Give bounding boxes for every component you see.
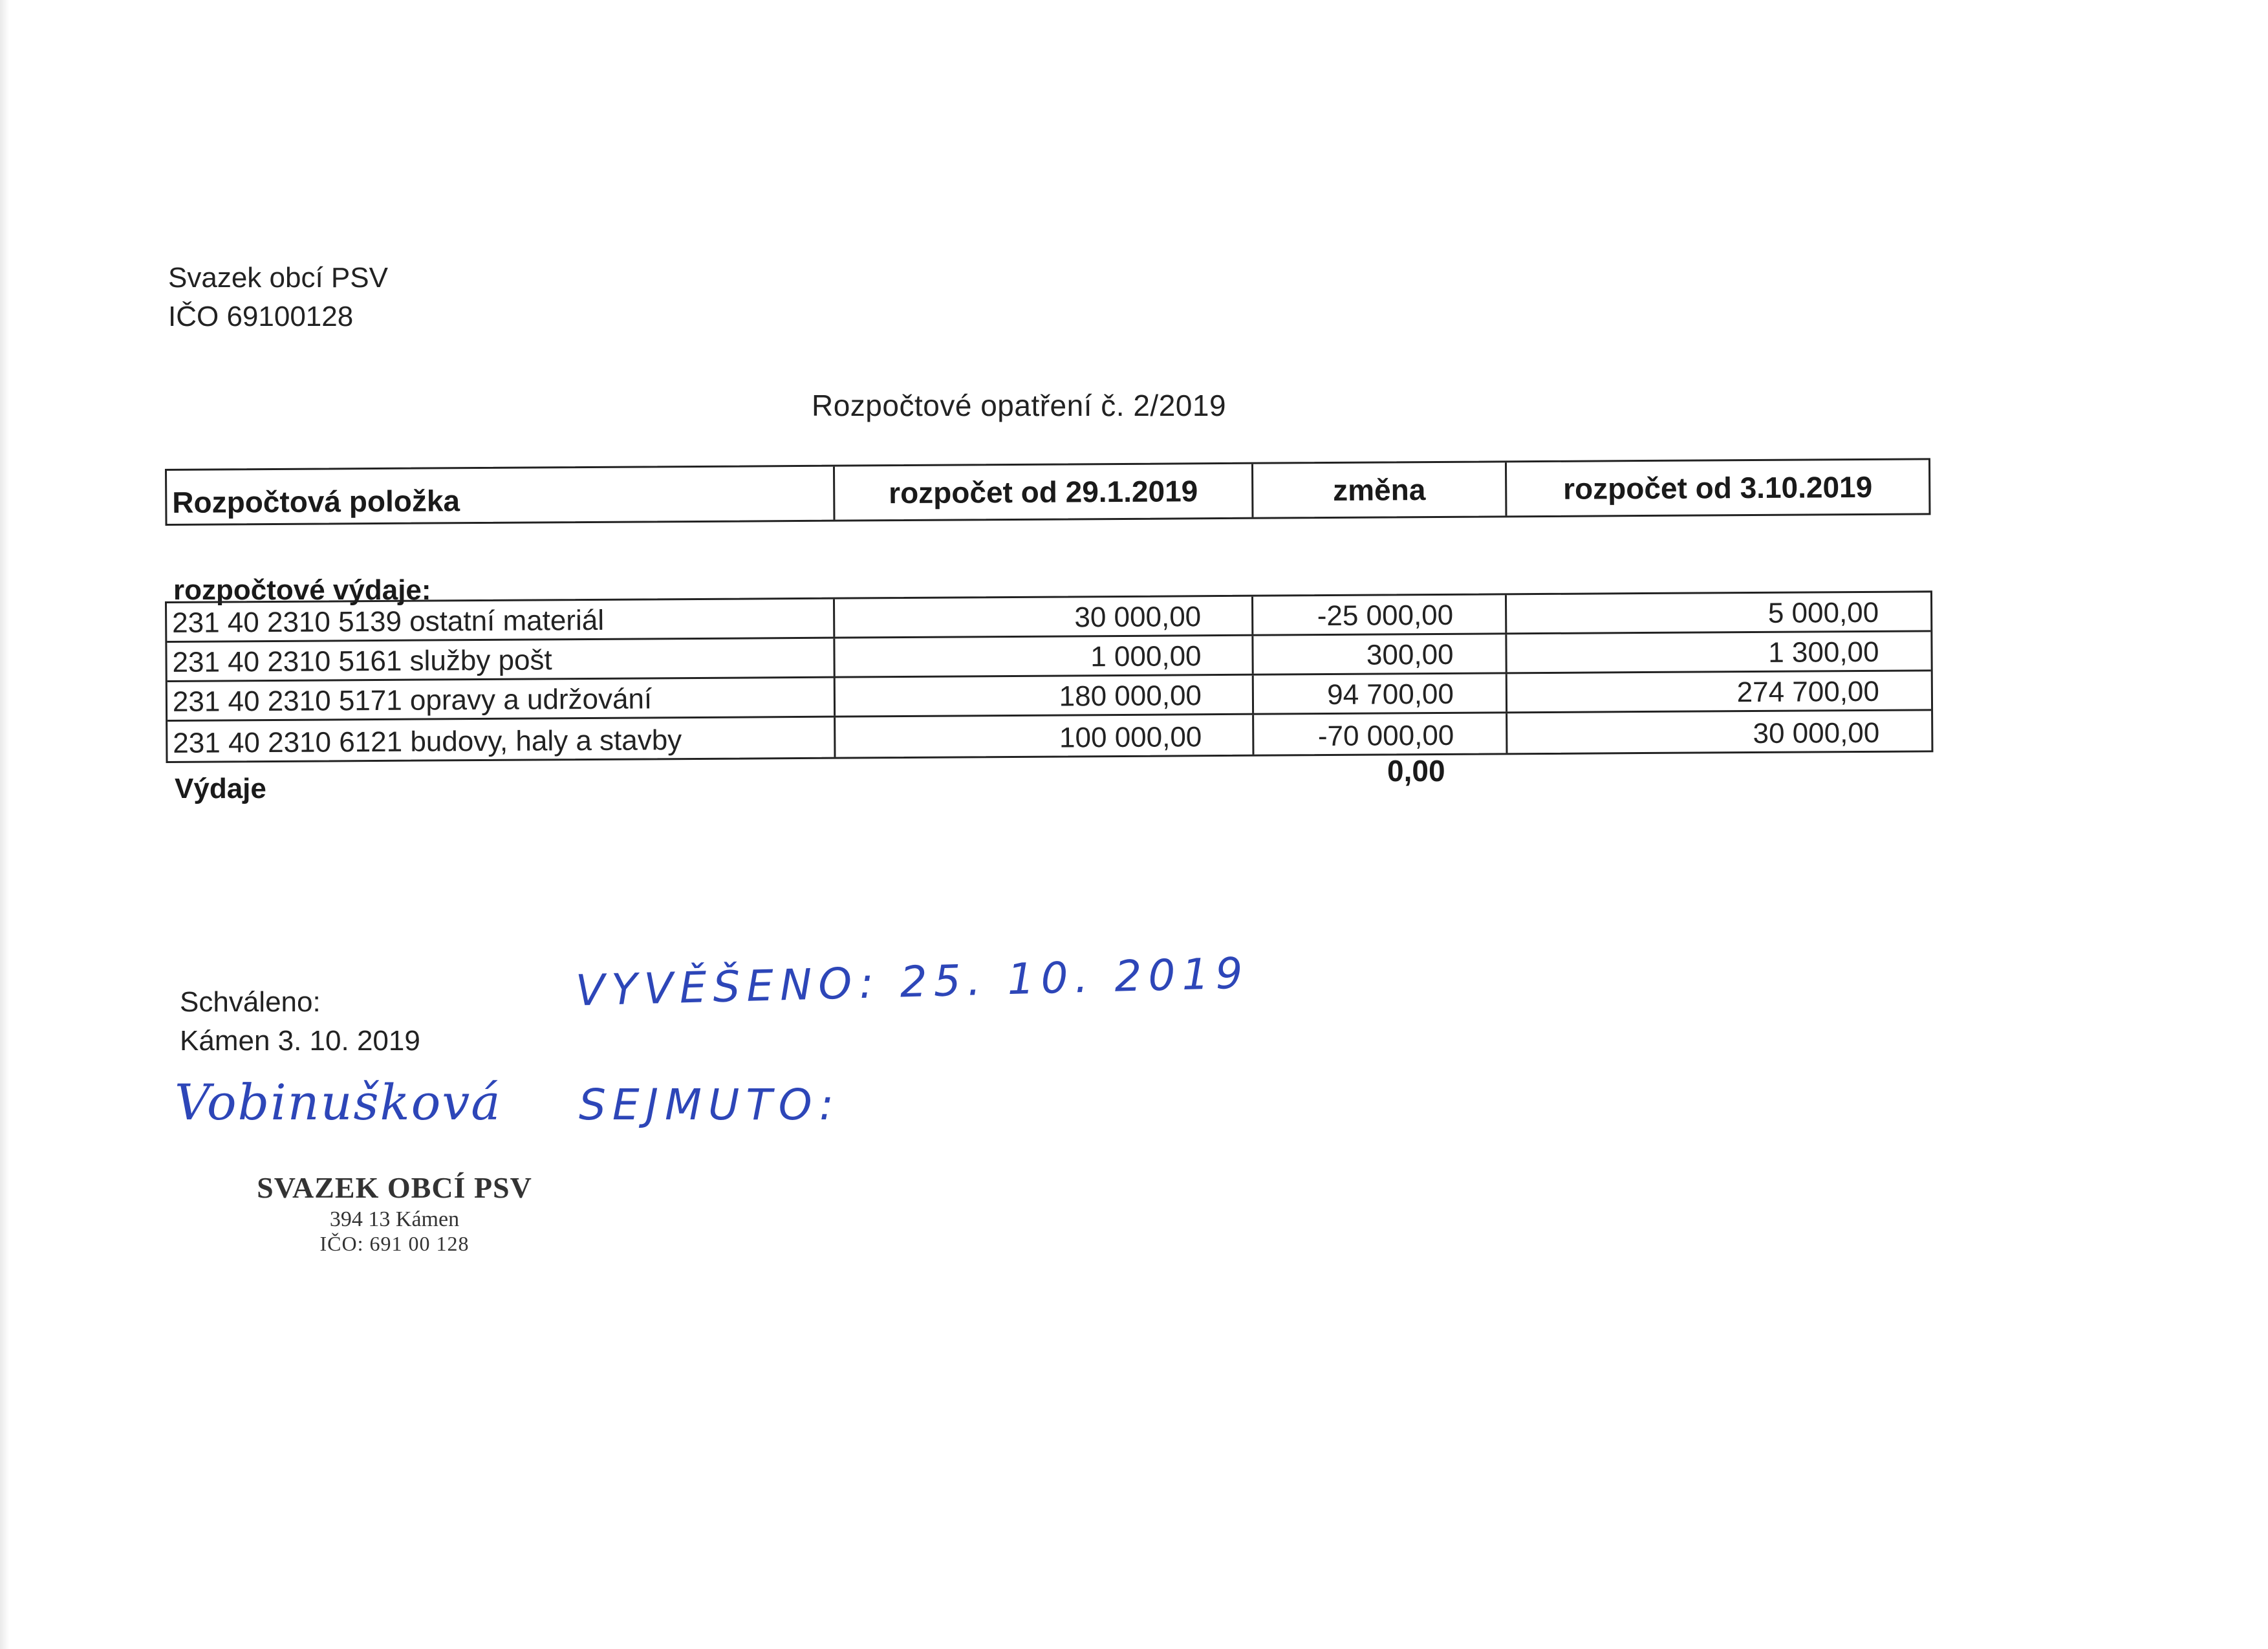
row-item: 231 40 2310 5161 služby pošt [167,639,835,680]
organization-ico: IČO 69100128 [168,301,354,332]
budget-table [165,590,1933,763]
handwritten-signature: Vobinušková [175,1073,502,1131]
row-after: 1 300,00 [1768,636,1879,669]
handwritten-removed: SEJMUTO: [579,1080,841,1130]
row-before: 100 000,00 [836,715,1254,757]
row-change: 300,00 [1253,634,1507,673]
row-item: 231 40 2310 5139 ostatní materiál [167,599,835,641]
header-budget-after: rozpočet od 3.10.2019 [1563,469,1873,506]
header-budget-before: rozpočet od 29.1.2019 [835,464,1253,520]
total-label: Výdaje [175,773,266,804]
handwritten-posted-date: VYVĚŠENO: 25. 10. 2019 [575,948,1250,1016]
row-change: -70 000,00 [1254,713,1507,754]
row-change: 94 700,00 [1254,674,1507,713]
stamp-line-1: SVAZEK OBCÍ PSV [257,1171,532,1204]
document-title: Rozpočtové opatření č. 2/2019 [812,389,1227,422]
stamp-line-2: 394 13 Kámen [329,1207,460,1231]
stamp-line-3: IČO: 691 00 128 [319,1232,470,1255]
approval-place-date: Kámen 3. 10. 2019 [180,1025,420,1057]
row-after: 30 000,00 [1753,717,1880,750]
row-before: 180 000,00 [836,676,1254,716]
section-label: rozpočtové výdaje: [173,574,431,606]
organization-name: Svazek obcí PSV [168,262,388,294]
row-item: 231 40 2310 5171 opravy a udržování [167,678,836,720]
organization-stamp [246,1170,543,1256]
row-item: 231 40 2310 6121 budovy, haly a stavby [167,718,836,761]
row-after: 5 000,00 [1767,596,1879,629]
header-item: Rozpočtová položka [167,467,835,524]
row-before: 1 000,00 [835,636,1253,676]
table-header [165,458,1930,526]
row-before: 30 000,00 [835,597,1253,637]
row-change: -25 000,00 [1253,595,1507,634]
approval-label: Schváleno: [180,986,321,1018]
scan-edge-shadow [0,0,9,1649]
row-after: 274 700,00 [1736,675,1880,709]
header-change: změna [1253,462,1507,517]
total-value: 0,00 [1387,754,1445,788]
